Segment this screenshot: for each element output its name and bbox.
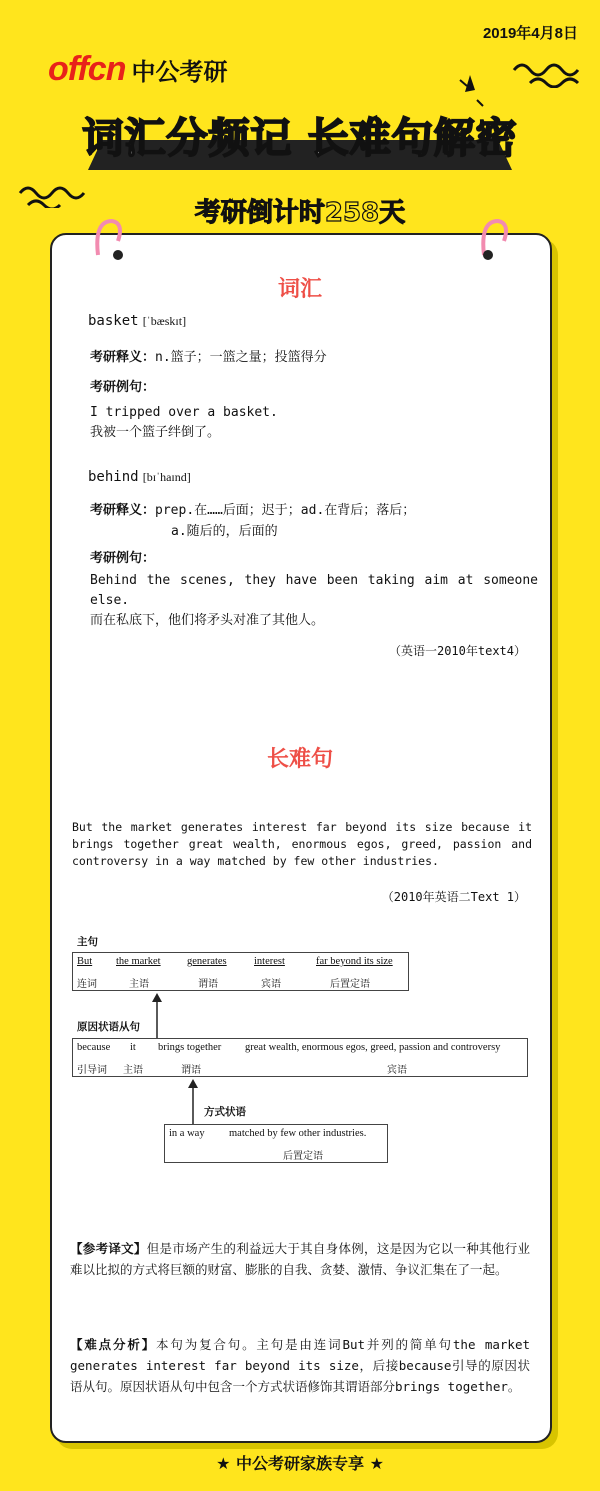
analysis-paragraph xyxy=(70,1334,530,1397)
diagram-word: matched by few other industries. xyxy=(229,1128,367,1139)
countdown-banner: 考研倒计时258天 xyxy=(194,198,406,228)
word-entry-basket xyxy=(88,312,186,329)
diagram-role: 谓语 xyxy=(181,1065,201,1076)
translation-paragraph xyxy=(70,1238,530,1280)
definition-text: prep.在……后面；迟于；ad.在背后；落后； xyxy=(155,503,416,518)
definition-label: 考研释义： xyxy=(90,350,156,365)
main-clause-label: 主句 xyxy=(77,936,98,948)
date: 2019年4月8日 xyxy=(482,25,578,42)
example-block xyxy=(90,571,538,631)
diagram-role: 主语 xyxy=(129,979,149,990)
diagram-role: 后置定语 xyxy=(283,1151,323,1162)
footer-text: ★ 中公考研家族专享 ★ xyxy=(216,1454,384,1473)
diagram-word: far beyond its size xyxy=(316,956,393,967)
word-text: behind xyxy=(88,469,139,485)
diagram-word: interest xyxy=(254,956,285,967)
sentence-section-title: 长难句 xyxy=(266,747,333,772)
translation-label: 【参考译文】 xyxy=(70,1241,147,1256)
main-clause-box xyxy=(72,952,409,991)
manner-box xyxy=(164,1124,388,1163)
diagram-role: 主语 xyxy=(123,1065,143,1076)
example-source: （英语一2010年text4） xyxy=(388,644,526,658)
example-english: I tripped over a basket. xyxy=(90,405,278,420)
manner-label: 方式状语 xyxy=(204,1106,246,1118)
word-text: basket xyxy=(88,313,139,329)
diagram-word: great wealth, enormous egos, greed, passion and controversy xyxy=(245,1042,501,1053)
diagram-role: 宾语 xyxy=(261,979,281,990)
sentence-source: （2010年英语二Text 1） xyxy=(381,890,526,904)
example-block xyxy=(90,403,536,443)
analysis-label: 【难点分析】 xyxy=(70,1337,157,1352)
arrow-up-icon xyxy=(186,1078,200,1124)
example-english: Behind the scenes, they have been taking aim at someone else. xyxy=(90,573,538,608)
diagram-word: But xyxy=(77,956,93,967)
diagram-word: in a way xyxy=(169,1128,205,1139)
diagram-role: 谓语 xyxy=(198,979,218,990)
brand-logo xyxy=(48,50,227,89)
example-label: 考研例句： xyxy=(90,551,156,566)
word-entry-behind xyxy=(88,468,191,485)
offcn-logo: offcn xyxy=(48,50,126,88)
definition-row xyxy=(90,346,327,365)
diagram-word: the market xyxy=(116,956,161,967)
diagram-role: 后置定语 xyxy=(330,979,370,990)
binder-ring-right xyxy=(478,215,512,265)
phonetic: [ˈbæskɪt] xyxy=(142,314,187,328)
definition-continued: a.随后的，后面的 xyxy=(171,524,278,539)
arrow-up-icon xyxy=(150,992,164,1038)
definition-text: n.篮子；一篮之量；投篮得分 xyxy=(155,350,327,365)
sentence-text: But the market generates interest far beyond its size because it brings together great wealth, enormous egos, greed, passion and controversy in a way matched by few other industries. xyxy=(72,820,532,868)
example-chinese: 而在私底下，他们将矛头对准了其他人。 xyxy=(90,613,325,628)
definition-label: 考研释义： xyxy=(90,503,156,518)
definition-row xyxy=(90,499,415,518)
diagram-role: 宾语 xyxy=(387,1065,407,1076)
squiggle-decoration-right xyxy=(512,58,592,88)
diagram-word: brings together xyxy=(158,1042,222,1053)
page-title: 词汇分频记 长难句解密 xyxy=(82,114,518,162)
example-chinese: 我被一个篮子绊倒了。 xyxy=(90,425,221,440)
binder-ring-left xyxy=(92,215,126,265)
cause-clause-box xyxy=(72,1038,528,1077)
diagram-role: 连词 xyxy=(77,979,97,990)
cause-clause-label: 原因状语从句 xyxy=(77,1021,140,1033)
diagram-word: it xyxy=(130,1042,136,1053)
analysis-text: 本句为复合句。主句是由连词But并列的简单句the market generates interest far beyond its size，后接because引导的原因状语从句。原因状语从句中包含一个方式状语修饰其谓语部分brings together。 xyxy=(70,1337,530,1394)
translation-text: 但是市场产生的利益远大于其自身体例，这是因为它以一种其他行业难以比拟的方式将巨额的财富、膨胀的自我、贪婪、激情、争议汇集在了一起。 xyxy=(70,1241,530,1277)
example-label: 考研例句： xyxy=(90,380,156,395)
phonetic: [bɪˈhaɪnd] xyxy=(142,470,191,484)
vocab-section-title: 词汇 xyxy=(277,277,322,302)
diagram-word: generates xyxy=(187,956,227,967)
brand-name: 中公考研 xyxy=(131,58,228,86)
diagram-word: because xyxy=(77,1042,111,1053)
diagram-role: 引导词 xyxy=(77,1065,107,1076)
